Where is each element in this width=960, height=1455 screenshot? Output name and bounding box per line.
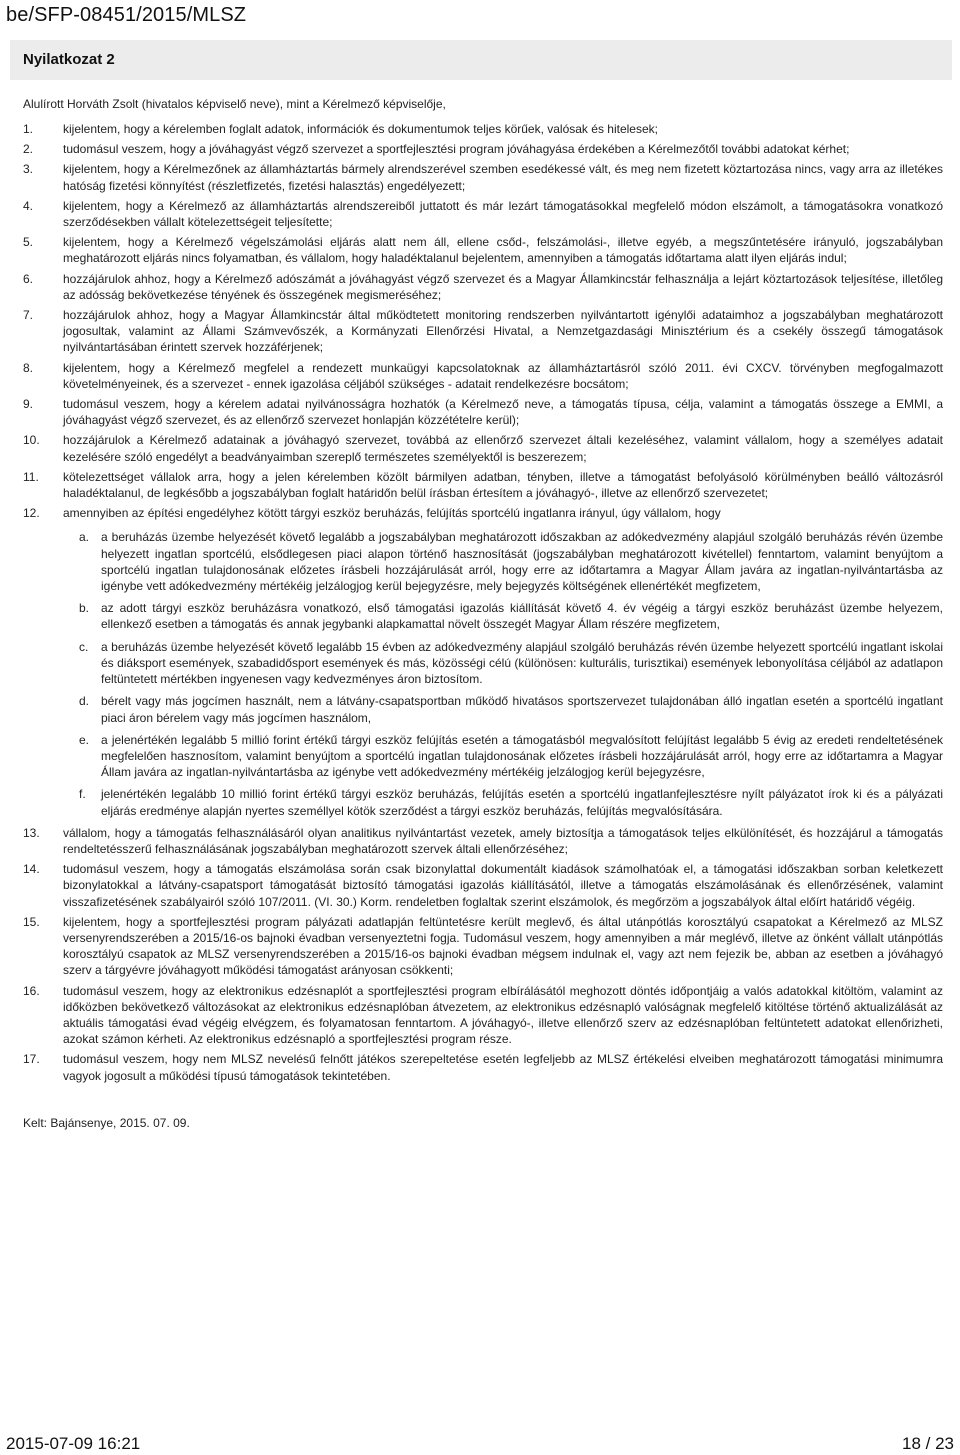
declaration-item <box>23 825 943 857</box>
date-place: Kelt: Bajánsenye, 2015. 07. 09. <box>23 1116 190 1130</box>
declaration-item <box>23 271 943 303</box>
sub-item <box>63 786 943 818</box>
item-text: hozzájárulok ahhoz, hogy a Kérelmező adószámát a jóváhagyást végző szervezet és a Magyar Államkincstár felhasználja a lejárt köztartozások teljesítése, illetőleg az adósság bekövetkezése tényének és összegének megismeréséhez; <box>63 271 943 302</box>
sub-item-letter: a. <box>79 530 90 545</box>
declaration-item <box>23 505 943 818</box>
item-text: tudomásul veszem, hogy a kérelem adatai nyilvánosságra hozhatók (a Kérelmező neve, a támogatás típusa, célja, valamint a támogatás összege a EMMI, a jóváhagyást végző szervezet, és az ellenőrző szervezet honlapján közzétételre kerül); <box>63 397 943 428</box>
item-text: kijelentem, hogy a kérelemben foglalt adatok, információk és dokumentumok teljes körűek, valósak és hitelesek; <box>63 122 658 136</box>
item-number: 4. <box>23 198 34 213</box>
item-number: 8. <box>23 360 34 375</box>
page-number: 18 / 23 <box>902 1434 954 1453</box>
item-text: tudomásul veszem, hogy az elektronikus edzésnaplót a sportfejlesztési program elbírálásától meghozott döntés időpontjáig a valós adatokkal kitöltöm, valamint az időközben bekövetkező változásokat az elektronikus edzésnaplóban átvezetem, az elektronikus edzésnapló valóságnak megfelelő kitöltése történő aktualizálását az aktuális támogatási évad végéig elvégzem, és folyamatosan fenntartom. A jóváhagyó-, illetve ellenőrző szerv az edzésnaplóban feltüntetett adatokat ellenőrizheti, azokat számon kérheti. Az elektronikus edzésnapló a sportfejlesztési program része. <box>63 983 943 1047</box>
intro-text: Alulírott Horváth Zsolt (hivatalos képviselő neve), mint a Kérelmező képviselője, <box>23 97 446 111</box>
declaration-item <box>23 1051 943 1083</box>
section-header <box>10 40 952 80</box>
item-text: hozzájárulok a Kérelmező adatainak a jóváhagyó szervezet, továbbá az ellenőrző szervezet általi kezeléséhez, valamint vállalom, hogy a személyes adatait kezelésére szóló engedélyt a beadványaimban szereplő természetes személyektől is beszerezem; <box>63 433 943 464</box>
item-text: hozzájárulok ahhoz, hogy a Magyar Államkincstár által működtetett monitoring rendszerben nyilvántartott igénylői adataimhoz a jogszabályban meghatározott jogosultak, valamint az Állami Számvevőszék, a Kormányzati Ellenőrzési Hivatal, a Nemzetgazdasági Minisztérium és a csekély összegű támogatások nyilvántartásában érintett szervek hozzáférjenek; <box>63 308 943 355</box>
page-footer <box>0 1434 960 1455</box>
sub-item <box>63 600 943 632</box>
document-id: be/SFP-08451/2015/MLSZ <box>6 4 247 26</box>
declaration-item <box>23 432 943 464</box>
sub-item-letter: f. <box>79 787 86 802</box>
item-text: tudomásul veszem, hogy nem MLSZ nevelésű felnőtt játékos szerepeltetése esetén legfeljebb az MLSZ értékelési elveiben meghatározott támogatási minimumra vagyok jogosult a működési típusú támogatások tekintetében. <box>63 1052 943 1083</box>
item-number: 3. <box>23 162 34 177</box>
declaration-item <box>23 914 943 979</box>
sub-item <box>63 732 943 781</box>
declaration-item <box>23 396 943 428</box>
item-text: tudomásul veszem, hogy a támogatás elszámolása során csak bizonylattal dokumentált kiadások számolhatóak el, a támogatási időszakban sorban keletkezett bizonylatokkal a látvány-csapatsport támogatását biztosító támogatási igazolás kiállításától, illetve a támogatás elszámolásának és ellenőrzésének, valamint visszafizetésének szabályairól szóló 107/2011. (VI. 30.) Korm. rendeletben foglaltak szerint elszámolok, és megőrzöm a jogszabályok által előírt határidő végéig. <box>63 862 943 909</box>
item-number: 5. <box>23 235 34 250</box>
item-number: 9. <box>23 397 34 412</box>
item-number: 14. <box>23 862 40 877</box>
item-text: kijelentem, hogy a Kérelmezőnek az államháztartás bármely alrendszerével szemben esedékessé vált, és meg nem fizetett köztartozása nincs, vagy arra az illetékes hatóság fizetési könnyítést (részletfizetés, fizetési halasztás) engedélyezett; <box>63 162 943 193</box>
item-text: tudomásul veszem, hogy a jóváhagyást végző szervezet a sportfejlesztési program jóváhagyása érdekében a Kérelmezőtől további adatokat kérhet; <box>63 142 850 157</box>
item-text: kötelezettséget vállalok arra, hogy a jelen kérelemben közölt bármilyen adatban, tényben, illetve a támogatást befolyásoló körülményben beálló változásról haladéktalanul, de legkésőbb a jogszabályban foglalt határidőn belül írásban értesítem a jóváhagyó-, illetve az ellenőrző szervezetet; <box>63 469 943 501</box>
declaration-item <box>23 861 943 910</box>
item-number: 7. <box>23 308 34 323</box>
item-number: 10. <box>23 433 40 448</box>
sub-item-text: bérelt vagy más jogcímen használt, nem a látvány-csapatsportban működő hivatásos sportszervezet tulajdonában álló ingatlan esetén a sportcélú ingatlant piaci áron bérelem vagy más jogcímen használom, <box>101 694 943 725</box>
sub-item <box>63 529 943 594</box>
sub-item-letter: e. <box>79 732 90 747</box>
item-text: kijelentem, hogy a Kérelmező megfelel a rendezett munkaügyi kapcsolatoknak az államháztartásról szóló 2011. évi CXCV. törvényben megfogalmazott követelményeinek, és a szervezet - ennek igazolása céljából szükséges - adatait rendelkezésre bocsátom; <box>63 360 943 391</box>
declaration-item <box>23 141 943 157</box>
declaration-item <box>23 198 943 230</box>
item-number: 11. <box>23 469 39 484</box>
declaration-item <box>23 307 943 356</box>
declaration-item <box>23 983 943 1048</box>
item-text: vállalom, hogy a támogatás felhasználásáról olyan analitikus nyilvántartást vezetek, amely biztosítja a támogatások teljes elkülönítését, és hozzájárul a támogatás rendeltetésszerű felhasználásának jogszabályban meghatározott szervek általi ellenőrzéséhez; <box>63 825 943 856</box>
item-number: 17. <box>23 1052 40 1067</box>
item-number: 6. <box>23 271 34 286</box>
item-number: 13. <box>23 825 40 840</box>
item-number: 12. <box>23 506 40 521</box>
declaration-item <box>23 121 943 137</box>
sub-item-letter: b. <box>79 601 90 616</box>
item-number: 1. <box>23 122 34 136</box>
sub-item <box>63 693 943 725</box>
item-number: 2. <box>23 142 34 157</box>
item-text: kijelentem, hogy a Kérelmező végelszámolási eljárás alatt nem áll, ellene csőd-, felszámolási-, illetve egyéb, a megszűntetésére irányuló, jogszabályban meghatározott eljárás nincs folyamatban, és vállalom, hogy haladéktalanul bejelentem, amennyiben a támogatás időtartama alatt ilyen eljárás indul; <box>63 235 943 266</box>
item-text: kijelentem, hogy a sportfejlesztési program pályázati adatlapján feltüntetésre került meglevő, és által utánpótlás korosztályú csapatokat a Kérelmező az MLSZ versenyrendszerében a 2015/16-os bajnoki évadban versenyeztetni fogja. Tudomásul veszem, hogy amennyiben a már meglévő, illetve az önként vállalt utánpótlás korosztályú csapatok az MLSZ versenyrendszerében a 2015/16-os bajnoki évadban mégsem indulnak el, vagy azt nem fejezik be, abban az esetben a jóváhagyó szerv a tárgyévre jóváhagyott működési támogatást arányosan csökkenti; <box>63 914 943 978</box>
declaration-item <box>23 360 943 392</box>
sub-item <box>63 639 943 688</box>
declaration-item <box>23 469 943 501</box>
sub-item-text: a beruházás üzembe helyezését követő legalább 15 évben az adókedvezmény alapjául szolgáló beruházás révén üzembe helyezett sportcélú ingatlant iskolai és diáksport események, szabadidősport események és más, közösségi célú (különösen: kulturális, turisztikai) események lebonyolítása céljából az adatlapon feltüntetett mértékben ingyenesen vagy kedvezményes áron biztosítom. <box>101 639 943 687</box>
item-text: amennyiben az építési engedélyhez kötött tárgyi eszköz beruházás, felújítás sportcélú ingatlanra irányul, úgy vállalom, hogy <box>63 506 721 521</box>
footer-timestamp: 2015-07-09 16:21 <box>6 1434 141 1453</box>
item-number: 16. <box>23 983 40 998</box>
declaration-item <box>23 161 943 193</box>
declaration-list <box>23 121 943 1088</box>
sub-item-text: az adott tárgyi eszköz beruházásra vonatkozó, első támogatási igazolás kiállítását követő 4. év végéig a tárgyi eszköz beruházást üzembe helyezem, ellenkező esetben a támogatás és annak jegybanki alapkamattal növelt összegét Magyar Állam részére megfizetem, <box>101 601 943 632</box>
item-text: kijelentem, hogy a Kérelmező az államháztartás alrendszereiből juttatott és már lezárt támogatásokkal megfelelő módon elszámolt, a támogatásokra vonatkozó szerződésekben vállalt kötelezettségeit teljesítette; <box>63 198 943 230</box>
sub-item-text: a beruházás üzembe helyezését követő legalább a jogszabályban meghatározott időszakban az adókedvezmény alapjául szolgáló beruházás révén üzembe helyezett ingatlan sportcélú, elsődlegesen piaci alapon történő hasznosítását (jogszabályban meghatározott kivétellel) fenntartom, valamint benyújtom a sportcélú ingatlan tulajdonosának előzetes írásbeli hozzájárulását arról, hogy erre az időtartamra a Magyar Állam javára az ingatlan-nyilvántartásba az igénybe vett adókedvezmény mértékéig jelzálogjog kerül bejegyzésre, mely bejegyzés költségének ellenértékét megfizetem, <box>101 530 943 594</box>
sub-item-letter: d. <box>79 694 90 709</box>
sub-item-text: jelenértékén legalább 10 millió forint értékű tárgyi eszköz beruházás, felújítás esetén a sportcélú ingatlanfejlesztésre nyílt pályázatot írok ki és a pályázati eljárás eredménye alapján nyertes személlyel kötök szerződést a tárgyi eszköz beruházás, felújítás megvalósítására. <box>101 787 943 818</box>
item-number: 15. <box>23 914 40 929</box>
sub-item-letter: c. <box>79 639 89 654</box>
section-title: Nyilatkozat 2 <box>23 51 115 68</box>
sub-list <box>63 529 943 818</box>
declaration-item <box>23 234 943 266</box>
sub-item-text: a jelenértékén legalább 5 millió forint értékű tárgyi eszköz felújítás esetén a támogatásból megvalósított felújítást legalább 5 évig az eredeti rendeltetésének megfelelően hasznosítom, valamint benyújtom a sportcélú ingatlan tulajdonosának előzetes írásbeli hozzájárulását arról, hogy erre az időtartamra a Magyar Állam javára az ingatlan-nyilvántartásba az igénybe vett adókedvezmény mértékéig jelzálogjog kerül bejegyzésre, <box>101 732 943 780</box>
